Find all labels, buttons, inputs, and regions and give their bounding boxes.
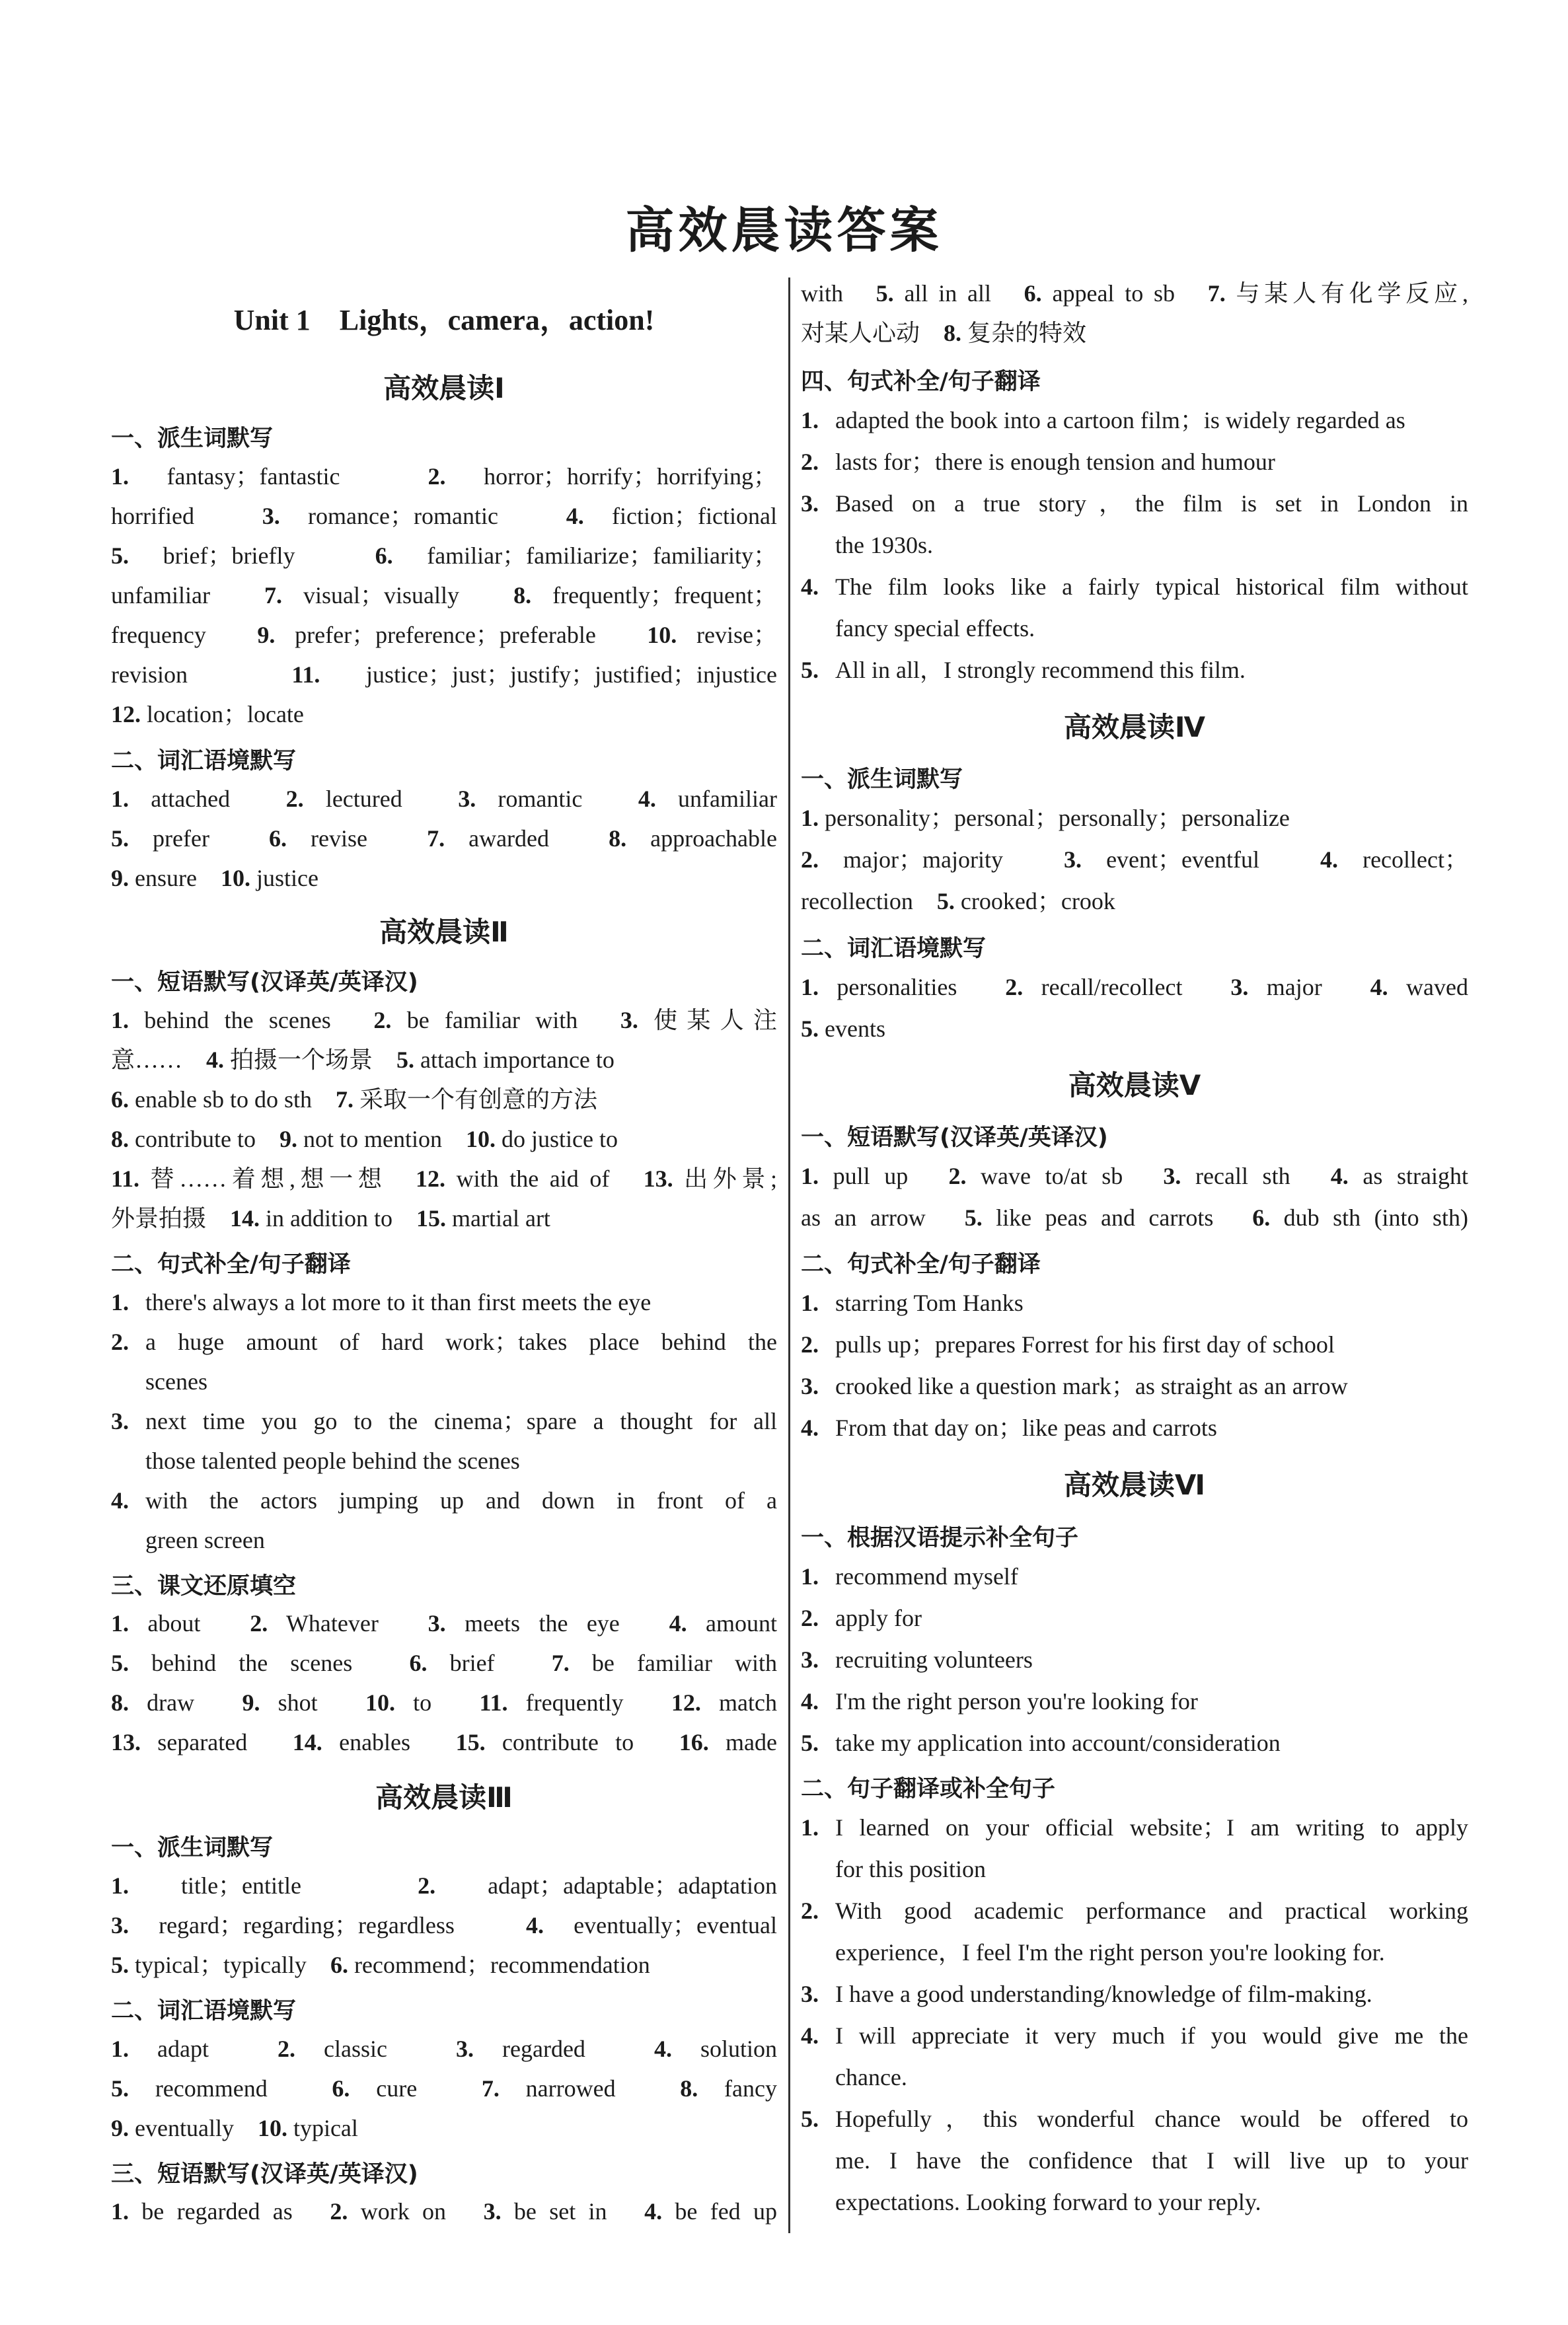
answer-line: 3. regard；regarding；regardless 4. eventually；eventual bbox=[111, 1912, 777, 1938]
part-heading: 三、课文还原填空 bbox=[111, 1573, 297, 1600]
list-item bbox=[801, 2020, 1468, 2051]
list-item bbox=[801, 1644, 1468, 1676]
part-heading: 三、短语默写(汉译英/英译汉) bbox=[111, 2161, 418, 2188]
part-heading: 二、词汇语境默写 bbox=[111, 748, 297, 774]
answer-line: 1. pull up 2. wave to/at sb 3. recall sth 4. as straight bbox=[801, 1163, 1468, 1189]
item-number: 2. bbox=[801, 1605, 819, 1631]
list-item bbox=[111, 1405, 777, 1437]
item-text: next time you go to the cinema；spare a thought for all bbox=[145, 1408, 777, 1434]
answer-line: 1. title；entitle 2. adapt；adaptable；adaptation bbox=[111, 1872, 777, 1899]
section-heading-2: 高效晨读Ⅱ bbox=[379, 916, 509, 948]
answer-line: 9. ensure 10. justice bbox=[111, 865, 318, 891]
answer-line: 1. adapt 2. classic 3. regarded 4. solution bbox=[111, 2036, 777, 2062]
item-number: 2. bbox=[801, 1331, 819, 1358]
item-text: recruiting volunteers bbox=[835, 1646, 1033, 1673]
list-item bbox=[801, 1561, 1468, 1592]
answer-line: 12. location；locate bbox=[111, 701, 304, 727]
item-text: The film looks like a fairly typical historical film without bbox=[835, 573, 1468, 600]
answer-line: frequency 9. prefer；preference；preferable 10. revise； bbox=[111, 622, 777, 648]
answer-line: 1. personalities 2. recall/recollect 3. major 4. waved bbox=[801, 974, 1468, 1000]
part-heading: 二、句式补全/句子翻译 bbox=[111, 1251, 351, 1278]
list-item bbox=[801, 1727, 1468, 1759]
answer-line: 8. draw 9. shot 10. to 11. frequently 12. match bbox=[111, 1689, 777, 1716]
part-heading: 二、词汇语境默写 bbox=[801, 936, 987, 962]
item-number: 3. bbox=[801, 1981, 819, 2007]
item-text: a huge amount of hard work；takes place behind the bbox=[145, 1329, 777, 1355]
part-heading: 一、短语默写(汉译英/英译汉) bbox=[801, 1125, 1108, 1151]
answer-line: 6. enable sb to do sth 7. 采取一个有创意的方法 bbox=[111, 1086, 597, 1113]
answer-line: 1. personality；personal；personally；personalize bbox=[801, 805, 1290, 831]
item-number: 5. bbox=[801, 657, 819, 683]
part-heading: 二、句子翻译或补全句子 bbox=[801, 1776, 1056, 1802]
item-number: 3. bbox=[801, 1373, 819, 1399]
list-item bbox=[801, 1329, 1468, 1360]
item-number: 3. bbox=[111, 1408, 129, 1434]
item-text: I learned on your official website；I am writing to apply bbox=[835, 1814, 1468, 1841]
item-number: 1. bbox=[801, 407, 819, 433]
answer-line: 8. contribute to 9. not to mention 10. do justice to bbox=[111, 1126, 618, 1152]
part-heading: 二、词汇语境默写 bbox=[111, 1998, 297, 2024]
answer-line: 5. brief；briefly 6. familiar；familiarize；familiarity； bbox=[111, 542, 777, 569]
item-number: 1. bbox=[801, 1290, 819, 1316]
list-item bbox=[801, 2103, 1468, 2135]
answer-line: horrified 3. romance；romantic 4. fiction；fictional bbox=[111, 503, 777, 529]
answer-line: 1. behind the scenes 2. be familiar with 3. 使某人注 bbox=[111, 1007, 777, 1033]
item-text: From that day on；like peas and carrots bbox=[835, 1415, 1217, 1441]
list-item bbox=[801, 571, 1468, 603]
item-number: 4. bbox=[801, 573, 819, 600]
item-number: 2. bbox=[801, 449, 819, 475]
item-text: pulls up；prepares Forrest for his first day of school bbox=[835, 1331, 1335, 1358]
answer-line: 意…… 4. 拍摄一个场景 5. attach importance to bbox=[111, 1047, 615, 1073]
item-text: I will appreciate it very much if you would give me the bbox=[835, 2022, 1468, 2049]
list-item bbox=[801, 446, 1468, 478]
list-item bbox=[801, 404, 1468, 436]
item-number: 3. bbox=[801, 490, 819, 517]
item-number: 1. bbox=[111, 1289, 129, 1315]
section-heading-5: 高效晨读Ⅴ bbox=[1068, 1069, 1201, 1101]
answer-line: 13. separated 14. enables 15. contribute to 16. made bbox=[111, 1729, 777, 1755]
part-heading: 一、根据汉语提示补全句子 bbox=[801, 1525, 1079, 1551]
part-heading: 一、派生词默写 bbox=[801, 766, 963, 793]
answer-line: 5. events bbox=[801, 1015, 885, 1042]
list-item bbox=[801, 1895, 1468, 1927]
item-text: there's always a lot more to it than first meets the eye bbox=[145, 1289, 652, 1315]
answer-line: with 5. all in all 6. appeal to sb 7. 与某人有化学反应, bbox=[801, 280, 1468, 307]
item-text: Hopefully，this wonderful chance would be offered to bbox=[835, 2106, 1468, 2132]
answer-line: 1. about 2. Whatever 3. meets the eye 4. amount bbox=[111, 1610, 777, 1637]
item-number: 3. bbox=[801, 1646, 819, 1673]
page-title: 高效晨读答案 bbox=[625, 202, 943, 259]
list-item bbox=[801, 1287, 1468, 1319]
answer-line: 外景拍摄 14. in addition to 15. martial art bbox=[111, 1205, 550, 1232]
list-item bbox=[801, 1412, 1468, 1444]
item-text: With good academic performance and practical working bbox=[835, 1898, 1468, 1924]
item-text: green screen bbox=[145, 1527, 265, 1553]
item-number: 2. bbox=[111, 1329, 129, 1355]
item-text: with the actors jumping up and down in front of a bbox=[145, 1487, 777, 1514]
item-number: 4. bbox=[111, 1487, 129, 1514]
part-heading: 一、派生词默写 bbox=[111, 1835, 274, 1861]
answer-line: 5. typical；typically 6. recommend；recommendation bbox=[111, 1952, 650, 1978]
answer-line: unfamiliar 7. visual；visually 8. frequently；frequent； bbox=[111, 582, 777, 609]
answer-line: 9. eventually 10. typical bbox=[111, 2115, 358, 2141]
item-text: chance. bbox=[835, 2064, 907, 2090]
column-divider bbox=[788, 277, 790, 2233]
item-number: 4. bbox=[801, 1688, 819, 1715]
item-text: starring Tom Hanks bbox=[835, 1290, 1024, 1316]
item-text: the 1930s. bbox=[835, 532, 933, 558]
list-item bbox=[801, 1602, 1468, 1634]
list-item bbox=[801, 654, 1468, 686]
part-heading: 一、短语默写(汉译英/英译汉) bbox=[111, 969, 418, 996]
section-heading-3: 高效晨读Ⅲ bbox=[375, 1781, 513, 1814]
item-text: apply for bbox=[835, 1605, 922, 1631]
item-text: lasts for；there is enough tension and humour bbox=[835, 449, 1275, 475]
answer-line: 1. be regarded as 2. work on 3. be set in 4. be fed up bbox=[111, 2198, 777, 2225]
item-number: 5. bbox=[801, 2106, 819, 2132]
item-text: Based on a true story，the film is set in London in bbox=[835, 490, 1468, 517]
item-text: recommend myself bbox=[835, 1563, 1018, 1590]
unit-title: Unit 1 Lights，camera，action! bbox=[233, 304, 655, 336]
item-text: I have a good understanding/knowledge of film-making. bbox=[835, 1981, 1372, 2007]
section-heading-6: 高效晨读Ⅵ bbox=[1063, 1469, 1206, 1501]
list-item bbox=[801, 1978, 1468, 2010]
list-item bbox=[801, 488, 1468, 519]
answer-line: 2. major；majority 3. event；eventful 4. recollect； bbox=[801, 846, 1468, 873]
list-item bbox=[111, 1485, 777, 1516]
item-text: scenes bbox=[145, 1368, 207, 1395]
item-text: adapted the book into a cartoon film；is widely regarded as bbox=[835, 407, 1405, 433]
answer-line: 5. recommend 6. cure 7. narrowed 8. fancy bbox=[111, 2075, 778, 2102]
item-text: crooked like a question mark；as straight as an arrow bbox=[835, 1373, 1348, 1399]
item-text: I'm the right person you're looking for bbox=[835, 1688, 1198, 1715]
item-number: 5. bbox=[801, 1730, 819, 1756]
answer-line: 1. fantasy；fantastic 2. horror；horrify；horrifying； bbox=[111, 463, 777, 490]
part-heading: 四、句式补全/句子翻译 bbox=[801, 369, 1041, 395]
list-item bbox=[111, 1326, 777, 1358]
list-item bbox=[801, 1812, 1468, 1843]
answer-line: as an arrow 5. like peas and carrots 6. dub sth (into sth) bbox=[801, 1204, 1469, 1231]
list-item bbox=[801, 1685, 1468, 1717]
section-heading-4: 高效晨读Ⅳ bbox=[1063, 711, 1206, 743]
item-text: expectations. Looking forward to your reply. bbox=[835, 2189, 1261, 2215]
item-number: 2. bbox=[801, 1898, 819, 1924]
list-item bbox=[111, 1286, 777, 1318]
list-item bbox=[801, 1370, 1468, 1402]
answer-line: 对某人心动 8. 复杂的特效 bbox=[801, 320, 1087, 346]
answer-line: recollection 5. crooked；crook bbox=[801, 888, 1115, 914]
item-number: 1. bbox=[801, 1563, 819, 1590]
item-text: me. I have the confidence that I will live up to your bbox=[835, 2147, 1468, 2174]
answer-line: 11. 替……着想,想一想 12. with the aid of 13. 出外景; bbox=[111, 1165, 777, 1192]
answer-line: revision 11. justice；just；justify；justified；injustice bbox=[111, 661, 778, 688]
answer-line: 1. attached 2. lectured 3. romantic 4. unfamiliar bbox=[111, 786, 777, 812]
item-text: take my application into account/consideration bbox=[835, 1730, 1281, 1756]
item-text: those talented people behind the scenes bbox=[145, 1448, 520, 1474]
item-number: 4. bbox=[801, 1415, 819, 1441]
section-heading-1: 高效晨读Ⅰ bbox=[383, 372, 505, 404]
item-text: experience，I feel I'm the right person you're looking for. bbox=[835, 1939, 1385, 1966]
item-text: All in all，I strongly recommend this film. bbox=[835, 657, 1246, 683]
item-text: for this position bbox=[835, 1856, 987, 1882]
item-number: 4. bbox=[801, 2022, 819, 2049]
answer-line: 5. prefer 6. revise 7. awarded 8. approachable bbox=[111, 825, 777, 852]
part-heading: 二、句式补全/句子翻译 bbox=[801, 1251, 1041, 1278]
item-number: 1. bbox=[801, 1814, 819, 1841]
part-heading: 一、派生词默写 bbox=[111, 425, 274, 452]
item-text: fancy special effects. bbox=[835, 615, 1035, 642]
answer-line: 5. behind the scenes 6. brief 7. be familiar with bbox=[111, 1650, 777, 1676]
